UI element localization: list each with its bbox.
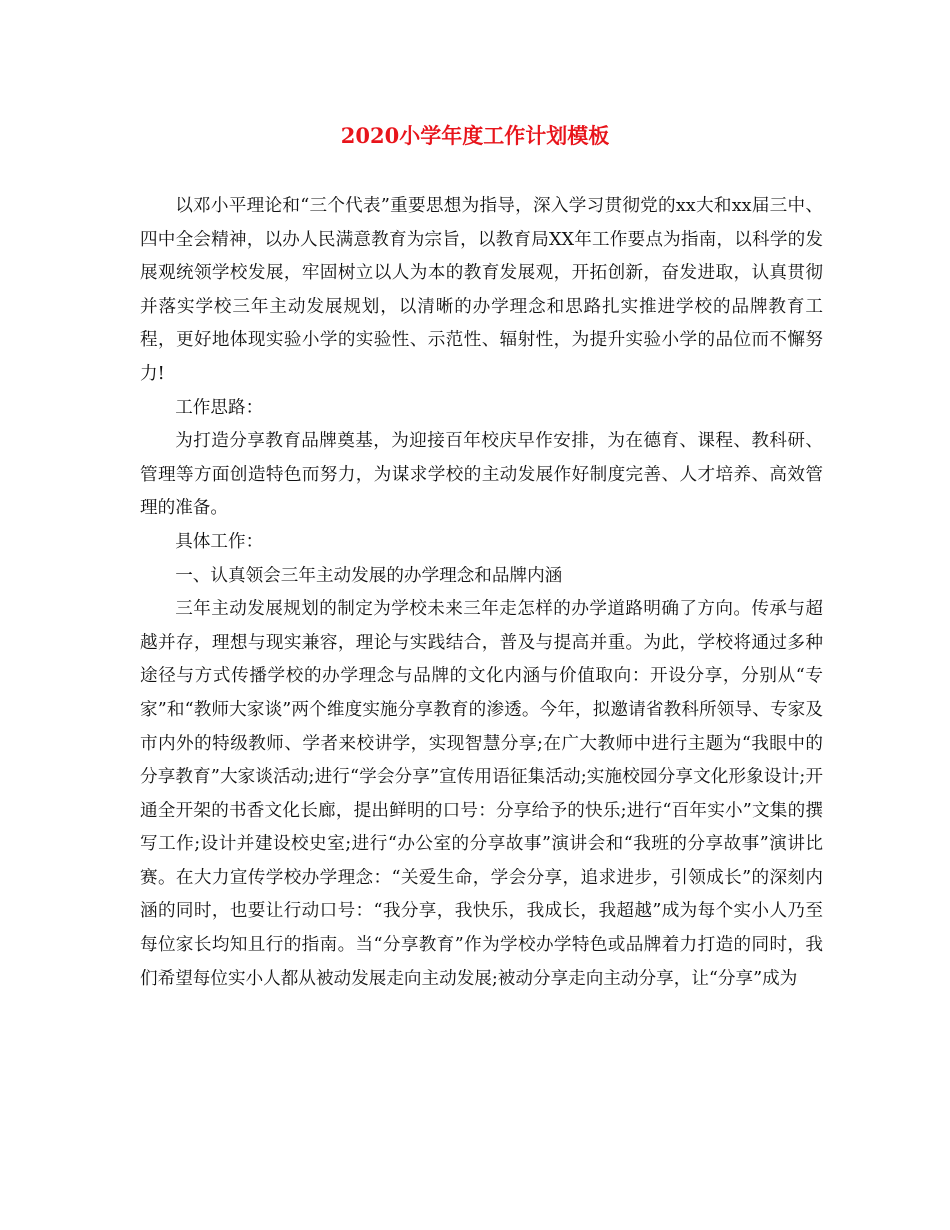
- paragraph-section-one: 三年主动发展规划的制定为学校未来三年走怎样的办学道路明确了方向。传承与超越并存，理想与现实兼容，理论与实践结合，普及与提高并重。为此，学校将通过多种途径与方式传播学校的办学理念与品牌的文化内涵与价值取向：开设分享，分别从“专家”和“教师大家谈”两个维度实施分享教育的渗透。今年，拟邀请省教科所领导、专家及市内外的特级教师、学者来校讲学，实现智慧分享;在广大教师中进行主题为“我眼中的分享教育”大家谈活动;进行“学会分享”宣传用语征集活动;实施校园分享文化形象设计;开通全开架的书香文化长廊，提出鲜明的口号：分享给予的快乐;进行“百年实小”文集的撰写工作;设计并建设校史室;进行“办公室的分享故事”演讲会和“我班的分享故事”演讲比赛。在大力宣传学校办学理念：“关爱生命，学会分享，追求进步，引领成长”的深刻内涵的同时，也要让行动口号：“我分享，我快乐，我成长，我超越”成为每个实小人乃至每位家长均知且行的指南。当“分享教育”作为学校办学特色或品牌着力打造的同时，我们希望每位实小人都从被动发展走向主动发展;被动分享走向主动分享，让“分享”成为: [140, 599, 823, 989]
- section-heading-one: 一、认真领会三年主动发展的办学理念和品牌内涵: [175, 565, 563, 586]
- paragraph-work-approach: 为打造分享教育品牌奠基，为迎接百年校庆早作安排，为在德育、课程、教科研、管理等方面创造特色而努力，为谋求学校的主动发展作好制度完善、人才培养、高效管理的准备。: [140, 431, 823, 519]
- paragraph-intro: 以邓小平理论和“三个代表”重要思想为指导，深入学习贯彻党的xx大和xx届三中、四中全会精神，以办人民满意教育为宗旨，以教育局XX年工作要点为指南，以科学的发展观统领学校发展，牢固树立以人为本的教育发展观，开拓创新，奋发进取，认真贯彻并落实学校三年主动发展规划，以清晰的办学理念和思路扎实推进学校的品牌教育工程，更好地体现实验小学的实验性、示范性、辐射性，为提升实验小学的品位而不懈努力!: [140, 196, 823, 384]
- heading-specific-work: 具体工作：: [175, 531, 264, 552]
- document-title: 2020小学年度工作计划模板: [340, 123, 610, 148]
- heading-work-approach: 工作思路：: [175, 397, 264, 418]
- document-body: [140, 190, 823, 996]
